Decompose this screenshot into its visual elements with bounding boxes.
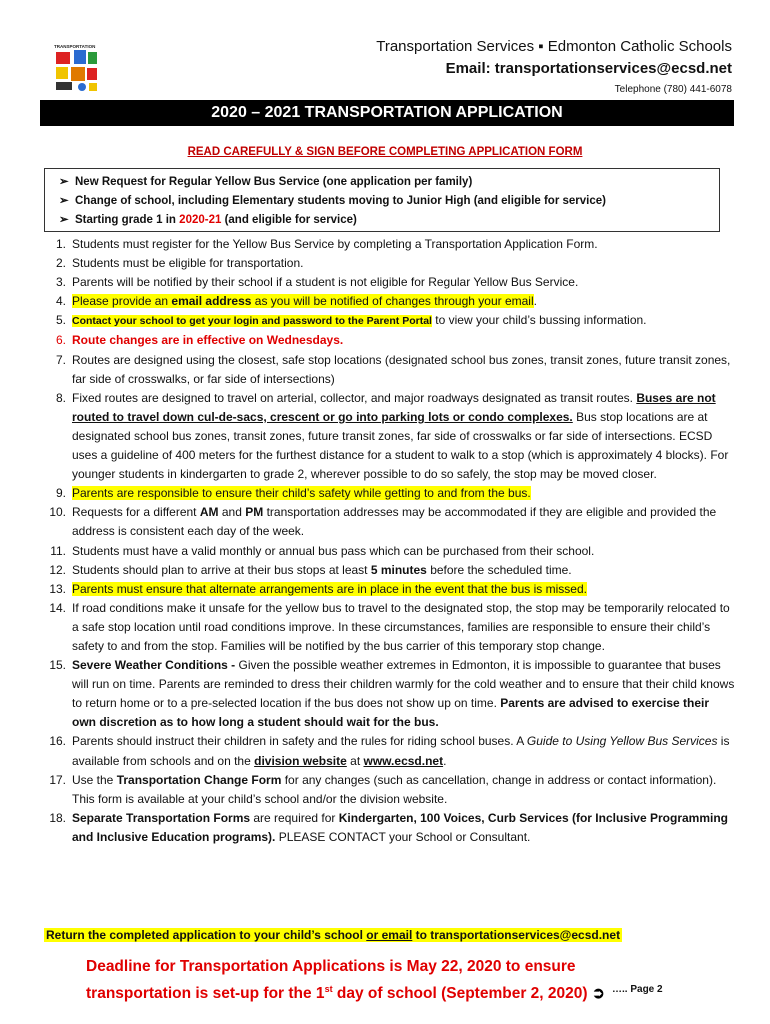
header-email[interactable]: Email: transportationservices@ecsd.net	[445, 60, 732, 77]
arrow-bullet-icon: ➢	[59, 214, 69, 226]
svg-text:TRANSPORTATION: TRANSPORTATION	[54, 44, 96, 49]
list-item: 5. Contact your school to get your login and password to the Parent Portal to view your child’s bussing information.	[55, 313, 647, 328]
box-bullet: ➢ Starting grade 1 in 2020-21 (and eligible for service)	[59, 211, 719, 230]
list-item: 14. If road conditions make it unsafe for the yellow bus to travel to the designated stop, the stop may be temporarily relocated to a safe stop location until road conditions improve. In these circumstances, families are responsible to ensure their child’s safety to and from the stop. Families will be notified by the bus carrier of this temporary stop change.	[49, 600, 730, 653]
box-bullet: ➢ New Request for Regular Yellow Bus Service (one application per family)	[59, 173, 719, 192]
transportation-logo	[52, 42, 100, 96]
list-item: 6. Route changes are in effective on Wednesdays.	[55, 333, 344, 348]
list-item: 2. Students must be eligible for transportation.	[55, 256, 304, 271]
return-instructions: Return the completed application to your child’s school or email to transportationservices@ecsd.net	[46, 928, 621, 942]
arrow-bullet-icon: ➢	[59, 176, 69, 188]
rules-list	[20, 235, 736, 847]
arrow-bullet-icon: ➢	[59, 195, 69, 207]
list-item: 3. Parents will be notified by their school if a student is not eligible for Regular Yellow Bus Service.	[55, 275, 579, 290]
list-item: 17. Use the Transportation Change Form for any changes (such as cancellation, change in address or contact information). This form is available at your child’s school and/or the division website.	[49, 772, 717, 806]
list-item: 15. Severe Weather Conditions - Given the possible weather extremes in Edmonton, it is impossible to guarantee that buses will run on time. Parents are reminded to dress their children warmly for the cold weather and to ensure that their child knows to return home or to a pre-selected location if the bus does not show up on time. Parents are advised to exercise their own discretion as to how long a student should wait for the bus.	[49, 658, 735, 730]
list-item: 10. Requests for a different AM and PM transportation addresses may be accommodated if they are eligible and provided the address is consistent each day of the week.	[49, 505, 717, 539]
deadline-notice: Deadline for Transportation Applications is May 22, 2020 to ensure transportation is set-up for the 1st day of school (September 2, 2020) ➲	[86, 958, 605, 1003]
list-item: 11. Students must have a valid monthly or annual bus pass which can be purchased from their school.	[50, 543, 595, 558]
read-carefully-notice: READ CAREFULLY & SIGN BEFORE COMPLETING APPLICATION FORM	[187, 146, 583, 158]
box-bullet: ➢ Change of school, including Elementary students moving to Junior High (and eligible for service)	[59, 192, 719, 211]
next-page-arrow-icon: ➲	[591, 985, 605, 1003]
list-item: 18. Separate Transportation Forms are required for Kindergarten, 100 Voices, Curb Services (for Inclusive Programming and Inclusive Education programs). PLEASE CONTACT your School or Consultant.	[49, 810, 729, 844]
list-item: 8. Fixed routes are designed to travel on arterial, collector, and major roadways designated as transit routes. Buses are not routed to travel down cul-de-sacs, crescent or go into parking lots or condo complexes. Bus stop locations are at designated school bus zones, transit zones, future transit zones, far side of crosswalks or far side of intersections. ECSD uses a guideline of 400 meters for the furthest distance for a student to walk to a stop (which is approximately 4 blocks). For younger students in kindergarten to grade 2, wherever possible to do so safely, the stop may be moved closer.	[55, 390, 729, 482]
list-item: 13. Parents must ensure that alternate arrangements are in place in the event that the bus is missed.	[49, 581, 587, 596]
header-phone: Telephone (780) 441-6078	[614, 84, 732, 95]
next-page-reference: ….. Page 2	[612, 984, 663, 995]
page-title: 2020 – 2021 TRANSPORTATION APPLICATION	[40, 100, 734, 126]
division-website-link[interactable]: division website	[254, 753, 347, 768]
ecsd-website-link[interactable]: www.ecsd.net	[363, 753, 444, 768]
header-org: Transportation Services ▪ Edmonton Catholic Schools	[376, 38, 732, 55]
application-types-box	[44, 168, 720, 232]
list-item: 1. Students must register for the Yellow Bus Service by completing a Transportation Application Form.	[55, 237, 598, 251]
list-item: 9. Parents are responsible to ensure their child’s safety while getting to and from the bus.	[55, 486, 531, 501]
list-item: 4. Please provide an email address as you will be notified of changes through your email.	[55, 294, 537, 309]
list-item: 12. Students should plan to arrive at their bus stops at least 5 minutes before the scheduled time.	[49, 562, 572, 577]
list-item: 16. Parents should instruct their children in safety and the rules for riding school buses. A Guide to Using Yellow Bus Services is available from schools and on the division website at www.ecsd.net.	[49, 734, 730, 768]
list-item: 7. Routes are designed using the closest, safe stop locations (designated school bus zones, transit zones, future transit zones, far side of crosswalks, or far side of intersections)	[55, 352, 731, 386]
